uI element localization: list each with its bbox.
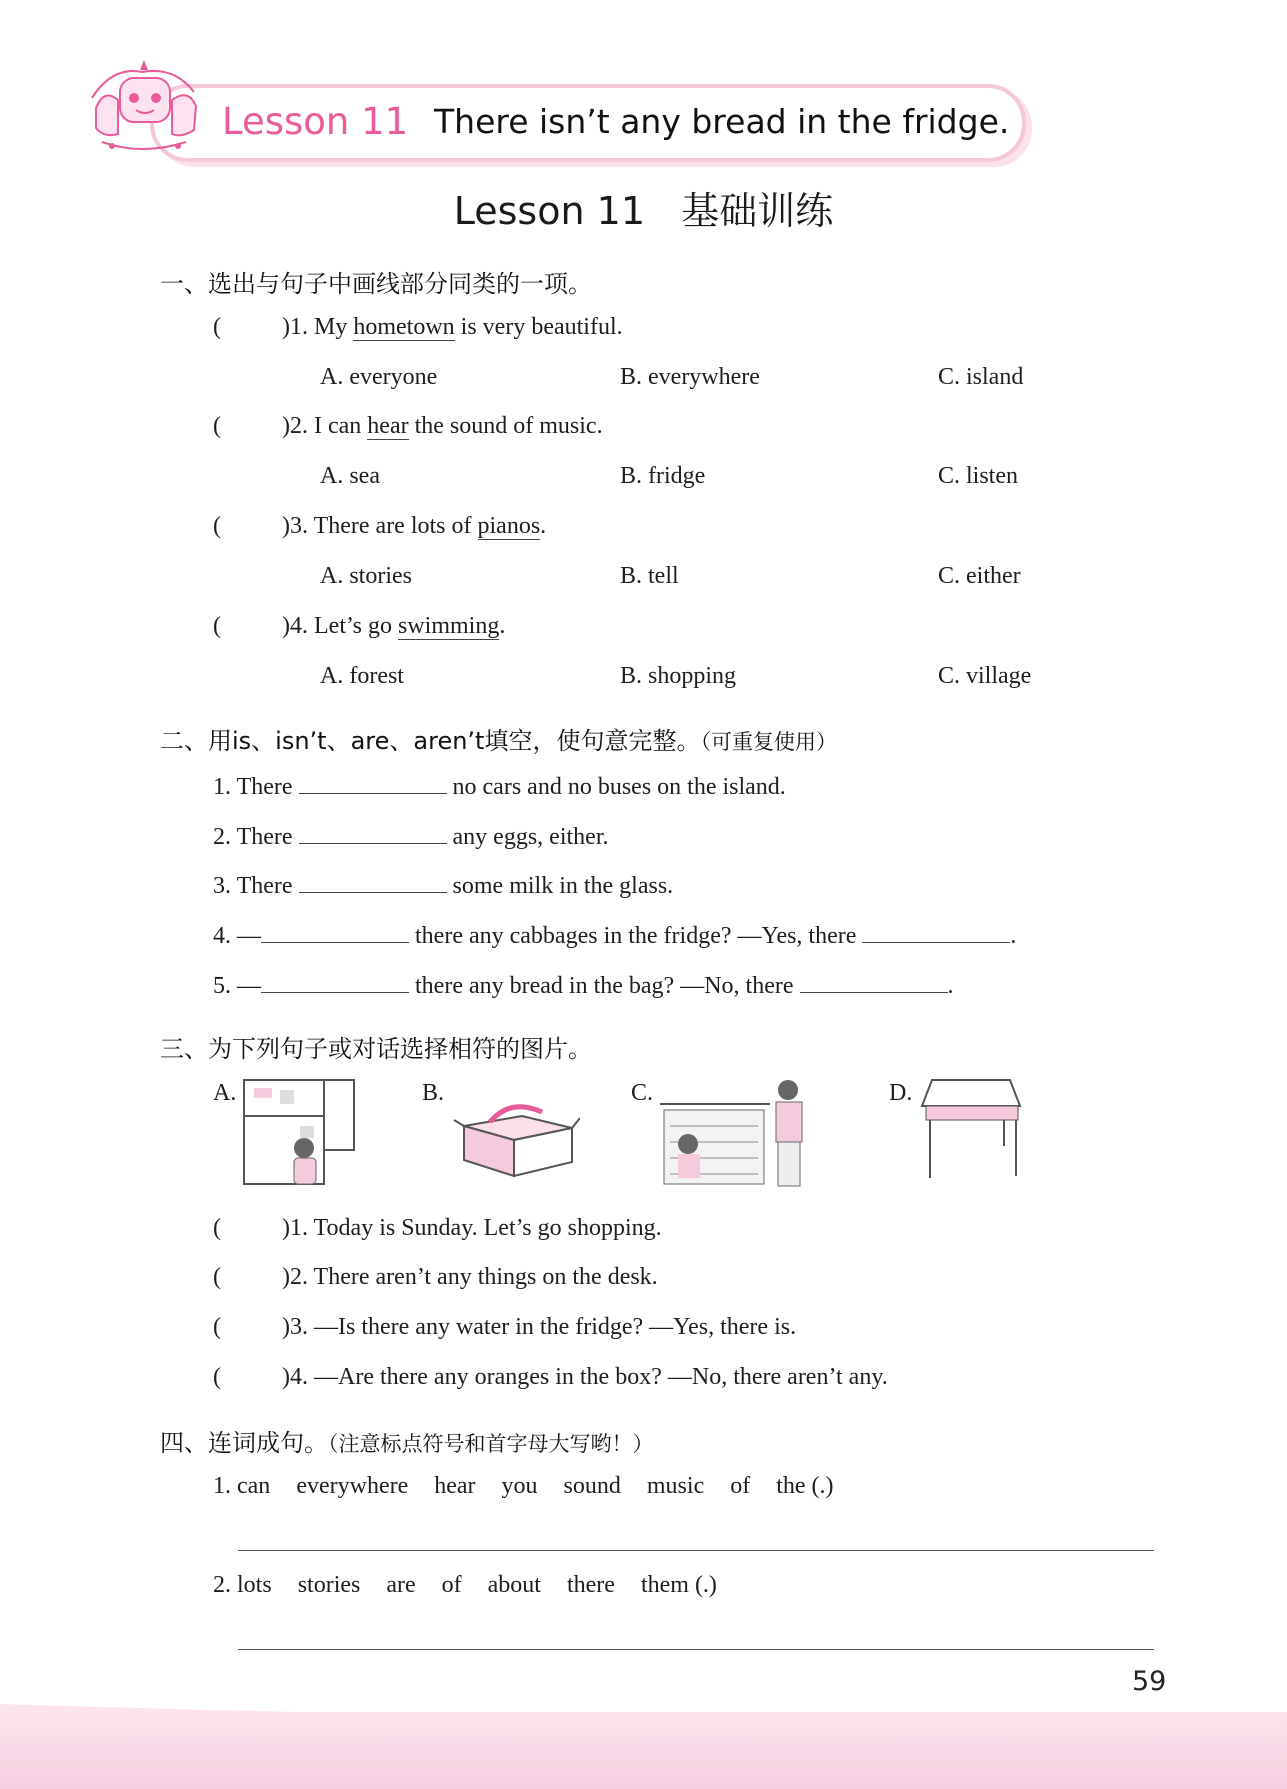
answer-line[interactable] xyxy=(238,1550,1154,1551)
fill-blank[interactable] xyxy=(299,870,447,893)
question-number: )2. xyxy=(282,413,308,439)
question-line xyxy=(282,413,603,440)
fill-sentence xyxy=(213,970,954,1000)
footer-band xyxy=(0,1712,1287,1789)
match-question: )4. —Are there any oranges in the box? —No, there aren’t any. xyxy=(282,1364,888,1390)
sentence-end: . xyxy=(1010,923,1017,949)
option-c: C. listen xyxy=(938,463,1019,489)
question-post: the sound of music. xyxy=(414,413,603,439)
fill-blank[interactable] xyxy=(261,970,409,993)
question-line xyxy=(282,513,546,540)
sentence-post: some milk in the glass. xyxy=(452,873,674,899)
match-question: )2. There aren’t any things on the desk. xyxy=(282,1264,658,1290)
fridge-girl-icon[interactable] xyxy=(240,1076,362,1188)
fill-sentence xyxy=(213,821,608,851)
fill-blank[interactable] xyxy=(299,771,447,794)
fill-sentence xyxy=(213,771,786,801)
answer-paren[interactable]: ( xyxy=(213,1215,221,1241)
fill-blank[interactable] xyxy=(800,970,948,993)
question-number: )1. xyxy=(282,314,308,340)
match-question: )3. —Is there any water in the fridge? —Yes, there is. xyxy=(282,1314,797,1340)
box-bananas-icon[interactable] xyxy=(450,1098,580,1178)
option-b: B. tell xyxy=(620,563,679,589)
scramble-word: hear xyxy=(434,1473,476,1499)
answer-paren[interactable]: ( xyxy=(213,1264,221,1290)
fill-sentence xyxy=(213,870,673,900)
empty-desk-icon[interactable] xyxy=(918,1076,1022,1180)
option-c: C. island xyxy=(938,364,1024,390)
item-number: 1. xyxy=(213,1473,231,1499)
scramble-word: there xyxy=(566,1572,615,1598)
option-b: B. fridge xyxy=(620,463,706,489)
underlined-word: hometown xyxy=(353,314,455,340)
fill-blank[interactable] xyxy=(299,821,447,844)
word-scramble xyxy=(213,1572,717,1599)
section4-title xyxy=(160,1423,654,1458)
answer-paren[interactable]: ( xyxy=(213,513,221,539)
fill-sentence xyxy=(213,920,1016,950)
banner-title: There isn’t any bread in the fridge. xyxy=(434,102,1010,141)
option-b: B. everywhere xyxy=(620,364,760,390)
picture-label: C. xyxy=(631,1080,654,1106)
fill-blank[interactable] xyxy=(261,920,409,943)
scramble-word: of xyxy=(441,1572,462,1598)
sentence-pre: 1. There xyxy=(213,774,293,800)
answer-paren[interactable]: ( xyxy=(213,613,221,639)
item-number: 2. xyxy=(213,1572,231,1598)
sentence-mid: there any cabbages in the fridge? —Yes, there xyxy=(415,923,857,949)
answer-paren[interactable]: ( xyxy=(213,413,221,439)
page-number: 59 xyxy=(1132,1666,1167,1697)
underlined-word: swimming xyxy=(398,613,500,639)
sentence-pre: 4. — xyxy=(213,923,261,949)
answer-paren[interactable]: ( xyxy=(213,1364,221,1390)
scramble-word: music xyxy=(646,1473,705,1499)
lesson-tag: Lesson 11 xyxy=(222,100,409,143)
option-c: C. either xyxy=(938,563,1021,589)
sentence-pre: 3. There xyxy=(213,873,293,899)
scramble-word: them (.) xyxy=(640,1572,717,1598)
fill-blank[interactable] xyxy=(862,920,1010,943)
question-pre: I can xyxy=(314,413,362,439)
section2-heading: 二、用is、isn’t、are、aren’t填空，使句意完整。 xyxy=(160,727,701,755)
sentence-end: . xyxy=(947,973,954,999)
match-question: )1. Today is Sunday. Let’s go shopping. xyxy=(282,1215,662,1241)
underlined-word: hear xyxy=(367,413,409,439)
option-a: A. everyone xyxy=(320,364,438,390)
robot-mascot-icon xyxy=(82,58,212,158)
sentence-mid: there any bread in the bag? —No, there xyxy=(415,973,794,999)
section1-title: 一、选出与句子中画线部分同类的一项。 xyxy=(160,270,592,298)
underlined-word: pianos xyxy=(477,513,541,539)
scramble-word: sound xyxy=(563,1473,621,1499)
question-number: )4. xyxy=(282,613,308,639)
scramble-word: are xyxy=(386,1572,416,1598)
picture-label: B. xyxy=(422,1080,445,1106)
sentence-post: no cars and no buses on the island. xyxy=(452,774,786,800)
question-post: . xyxy=(540,513,547,539)
answer-paren[interactable]: ( xyxy=(213,1314,221,1340)
question-line xyxy=(282,613,505,640)
section2-note: （可重复使用） xyxy=(700,730,837,754)
question-line xyxy=(282,314,623,341)
option-b: B. shopping xyxy=(620,663,737,689)
option-c: C. village xyxy=(938,663,1032,689)
question-pre: My xyxy=(314,314,348,340)
section4-note: （注意标点符号和首字母大写哟！） xyxy=(328,1432,654,1456)
page-title: Lesson 11 基础训练 xyxy=(453,189,834,233)
question-pre: Let’s go xyxy=(314,613,392,639)
section2-title xyxy=(160,721,837,756)
scramble-word: you xyxy=(501,1473,538,1499)
option-a: A. sea xyxy=(320,463,380,489)
market-shopping-icon[interactable] xyxy=(660,1076,810,1188)
sentence-pre: 2. There xyxy=(213,824,293,850)
sentence-post: any eggs, either. xyxy=(452,824,609,850)
word-scramble xyxy=(213,1473,834,1500)
sentence-pre: 5. — xyxy=(213,973,261,999)
scramble-word: everywhere xyxy=(296,1473,409,1499)
scramble-word: the (.) xyxy=(776,1473,834,1499)
picture-label: A. xyxy=(213,1080,237,1106)
section4-heading: 四、连词成句。 xyxy=(160,1429,328,1457)
scramble-word: lots xyxy=(237,1572,272,1598)
question-number: )3. xyxy=(282,513,308,539)
question-post: . xyxy=(499,613,506,639)
section3-title: 三、为下列句子或对话选择相符的图片。 xyxy=(160,1035,592,1063)
question-pre: There are lots of xyxy=(313,513,472,539)
picture-label: D. xyxy=(889,1080,913,1106)
option-a: A. stories xyxy=(320,563,412,589)
scramble-word: about xyxy=(487,1572,541,1598)
answer-line[interactable] xyxy=(238,1649,1154,1650)
scramble-word: can xyxy=(237,1473,271,1499)
option-a: A. forest xyxy=(320,663,404,689)
scramble-word: stories xyxy=(297,1572,361,1598)
answer-paren[interactable]: ( xyxy=(213,314,221,340)
question-post: is very beautiful. xyxy=(460,314,623,340)
scramble-word: of xyxy=(730,1473,751,1499)
